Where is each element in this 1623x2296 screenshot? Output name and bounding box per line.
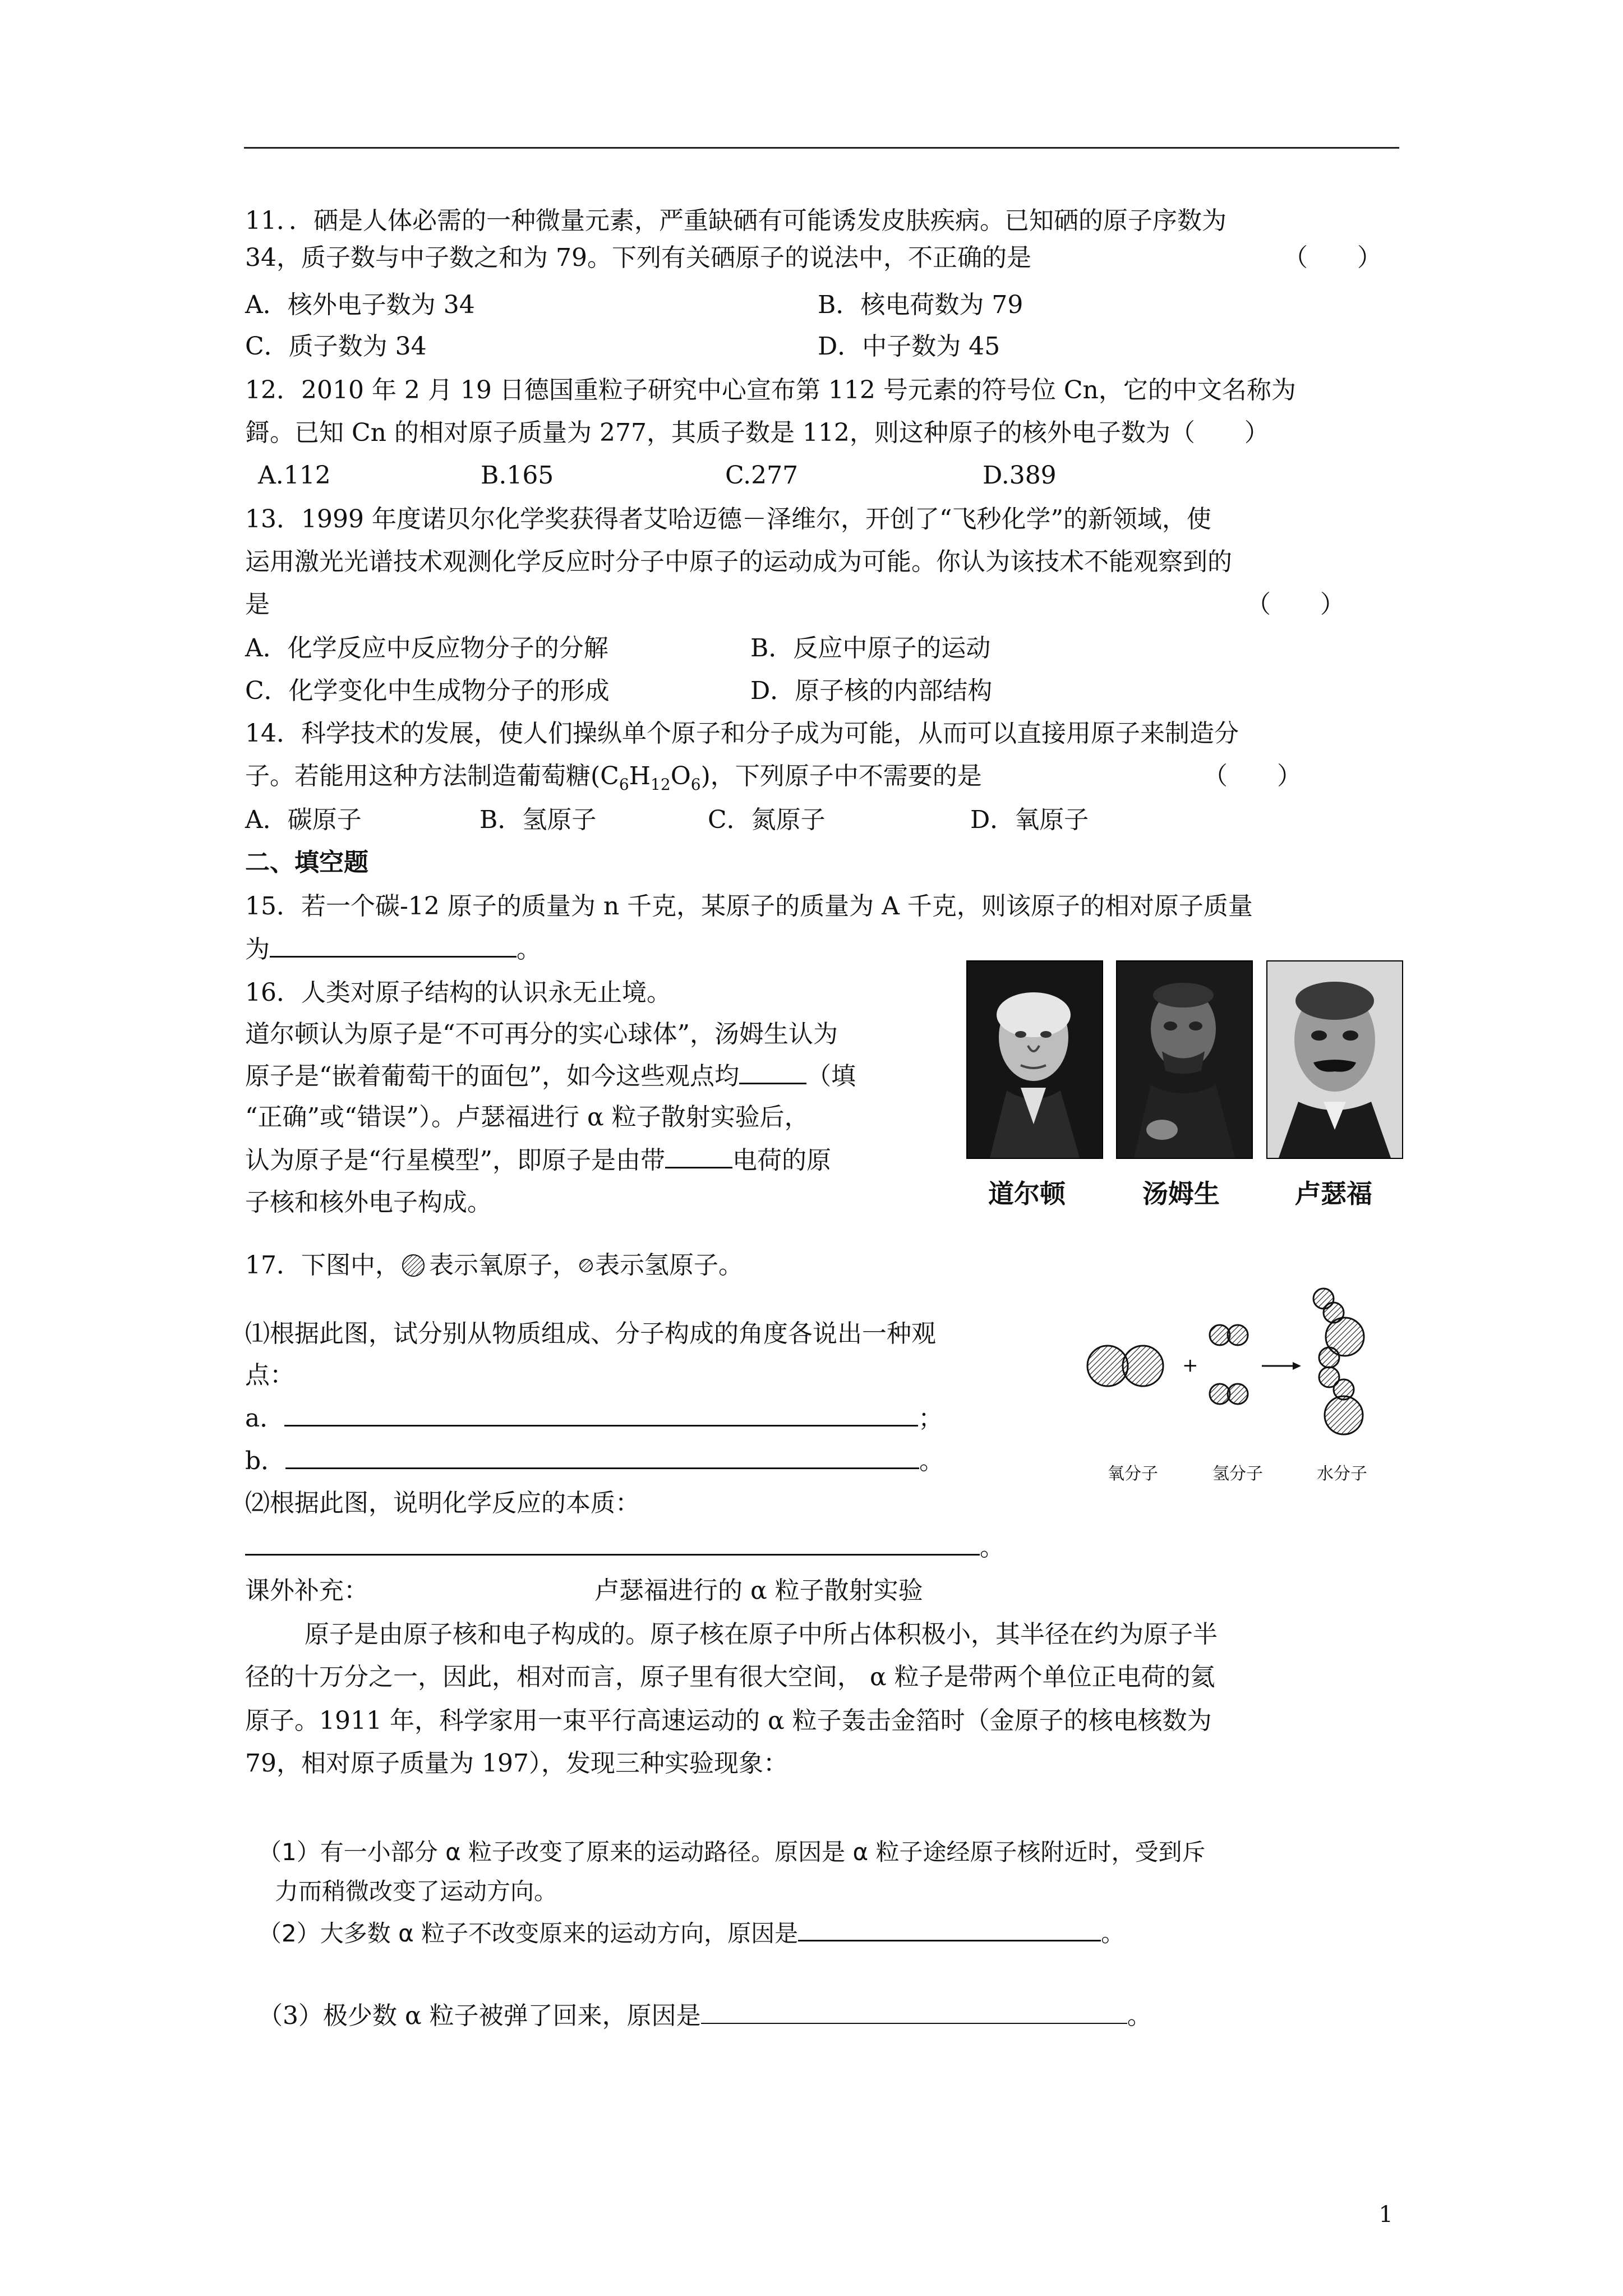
oxygen-molecule-icon	[1087, 1346, 1163, 1386]
q16-blank-charge[interactable]	[665, 1144, 732, 1168]
q11-option-d: D．中子数为 45	[818, 332, 1000, 361]
q14-paren: （ ）	[1203, 762, 1302, 790]
observation-2	[258, 1917, 1124, 1949]
section-heading: 二、填空题	[245, 848, 368, 877]
q16-line1: 16．人类对原子结构的认识永无止境。	[245, 978, 671, 1007]
q13-option-c: C．化学变化中生成物分子的形成	[245, 677, 610, 705]
portrait-dalton	[966, 960, 1103, 1159]
q15-line2	[245, 933, 541, 965]
q16-line5-pre: 认为原子是“行星模型”，即原子是由带	[245, 1146, 665, 1175]
q13-line2: 运用激光光谱技术观测化学反应时分子中原子的运动成为可能。你认为该技术不能观察到的	[245, 547, 1232, 576]
q17-b-end: 。	[919, 1447, 944, 1475]
q14-sub2: 12	[651, 775, 671, 794]
portrait-rutherford	[1266, 960, 1403, 1159]
q16-line5-post: 电荷的原	[732, 1146, 831, 1175]
q16-line6: 子核和核外电子构成。	[245, 1188, 492, 1217]
hydrogen-molecule-icon	[1210, 1325, 1248, 1345]
q16-line3	[245, 1060, 856, 1092]
portrait-thomson	[1116, 960, 1253, 1159]
q11-line2: 34，质子数与中子数之和为 79。下列有关硒原子的说法中，不正确的是	[245, 243, 1031, 272]
observation-1a: （1）有一小部分 α 粒子改变了原来的运动路径。原因是 α 粒子途经原子核附近时，受到斥	[258, 1838, 1206, 1866]
q12-option-b: B.165	[481, 461, 554, 490]
q13-option-a: A．化学反应中反应物分子的分解	[245, 634, 608, 662]
q17-a-label: a．	[245, 1404, 285, 1433]
q12-option-a: A.112	[258, 461, 331, 490]
q13-line1: 13．1999 年度诺贝尔化学奖获得者艾哈迈德－泽维尔，开创了“飞秒化学”的新领域，使	[245, 505, 1211, 533]
hydrogen-molecule-icon-2	[1210, 1384, 1248, 1404]
q14-option-b: B．氢原子	[479, 806, 597, 834]
q14-line1: 14．科学技术的发展，使人们操纵单个原子和分子成为可能，从而可以直接用原子来制造分	[245, 719, 1239, 748]
q11-line1: 11．．硒是人体必需的一种微量元素，严重缺硒有可能诱发皮肤疾病。已知硒的原子序数为	[245, 206, 1227, 235]
portrait-label-thomson: 汤姆生	[1142, 1179, 1220, 1209]
q16-line5	[245, 1144, 831, 1176]
water-molecule-icon	[1313, 1289, 1364, 1368]
reaction-diagram	[1077, 1287, 1391, 1439]
label-water-molecule: 水分子	[1317, 1464, 1367, 1484]
q16-line4: “正确”或“错误”）。卢瑟福进行 α 粒子散射实验后，	[245, 1103, 809, 1131]
oxygen-atom-legend-icon	[400, 1253, 429, 1278]
q11-paren: （ ）	[1283, 243, 1382, 272]
plus-sign: +	[1182, 1354, 1198, 1377]
q17-blank-essence[interactable]	[245, 1531, 980, 1556]
q17-line1	[245, 1250, 743, 1281]
extra-label: 课外补充：	[245, 1576, 368, 1605]
q17-line1-post: 表示氢原子。	[595, 1251, 743, 1280]
q14-line2-pre: 子。若能用这种方法制造葡萄糖(C	[245, 762, 619, 790]
extra-para1: 原子是由原子核和电子构成的。原子核在原子中所占体积极小，其半径在约为原子半	[305, 1620, 1218, 1649]
q13-option-b: B．反应中原子的运动	[750, 634, 991, 662]
q17-p2-answer	[245, 1531, 1004, 1563]
q15-line2-post: 。	[517, 935, 541, 964]
q15-answer-blank[interactable]	[270, 933, 517, 958]
q17-p2: ⑵根据此图，说明化学反应的本质：	[245, 1489, 640, 1517]
observation-1b: 力而稍微改变了运动方向。	[275, 1878, 558, 1905]
q15-line1: 15．若一个碳-12 原子的质量为 n 千克，某原子的质量为 A 千克，则该原子的相对原子质量	[245, 892, 1253, 921]
q15-line2-pre: 为	[245, 935, 270, 964]
q17-line1-mid: 表示氧原子，	[429, 1251, 577, 1280]
q17-p1-line1: ⑴根据此图，试分别从物质组成、分子构成的角度各说出一种观	[245, 1319, 936, 1348]
q14-line2	[245, 761, 982, 800]
q17-p1-line2: 点：	[245, 1361, 294, 1389]
hydrogen-atom-legend-icon	[577, 1253, 595, 1278]
q17-line1-pre: 17．下图中，	[245, 1251, 400, 1280]
q12-option-c: C.277	[725, 461, 799, 490]
q17-b-label: b．	[245, 1447, 286, 1475]
q11-option-b: B．核电荷数为 79	[818, 291, 1023, 319]
portrait-label-rutherford: 卢瑟福	[1295, 1179, 1372, 1209]
water-molecule-icon-2	[1319, 1367, 1363, 1434]
q17-line-a	[245, 1402, 943, 1434]
observation-3-end: 。	[1127, 2001, 1152, 2030]
q16-line3-pre: 原子是“嵌着葡萄干的面包”，如今这些观点均	[245, 1062, 739, 1091]
q17-line-b	[245, 1445, 944, 1477]
q17-blank-a[interactable]	[284, 1402, 918, 1427]
q14-option-c: C．氮原子	[708, 806, 826, 834]
label-oxygen-molecule: 氧分子	[1108, 1464, 1158, 1484]
portrait-label-dalton: 道尔顿	[988, 1179, 1066, 1209]
q17-a-end: ；	[918, 1404, 943, 1433]
q11-option-a: A．核外电子数为 34	[245, 291, 475, 319]
extra-title: 卢瑟福进行的 α 粒子散射实验	[594, 1576, 923, 1605]
q12-line2: 鎶。已知 Cn 的相对原子质量为 277，其质子数是 112，则这种原子的核外电子数为（ ）	[245, 418, 1269, 447]
header-rule	[244, 147, 1399, 149]
observation-3	[258, 2000, 1152, 2032]
q13-line3: 是	[245, 590, 270, 619]
q17-p2-end: 。	[980, 1533, 1004, 1562]
q14-o: O	[670, 762, 691, 790]
q17-blank-b[interactable]	[285, 1445, 919, 1469]
q11-option-c: C．质子数为 34	[245, 332, 427, 361]
q14-line2-post: )，下列原子中不需要的是	[700, 762, 982, 790]
observation-2-end: 。	[1101, 1920, 1125, 1947]
q12-option-d: D.389	[983, 461, 1057, 490]
q14-option-a: A．碳原子	[245, 806, 362, 834]
label-hydrogen-molecule: 氢分子	[1212, 1464, 1263, 1484]
q13-option-d: D．原子核的内部结构	[750, 677, 993, 705]
q14-h: H	[629, 762, 651, 790]
q16-line2: 道尔顿认为原子是“不可再分的实心球体”，汤姆生认为	[245, 1020, 838, 1048]
q13-paren: （ ）	[1246, 590, 1345, 619]
observation-2-blank[interactable]	[798, 1917, 1101, 1941]
q16-line3-post: （填	[806, 1062, 856, 1091]
reaction-arrow-icon	[1262, 1362, 1301, 1370]
observation-2-text: （2）大多数 α 粒子不改变原来的运动方向，原因是	[258, 1920, 799, 1947]
q12-line1: 12．2010 年 2 月 19 日德国重粒子研究中心宣布第 112 号元素的符号位 Cn，它的中文名称为	[245, 376, 1296, 404]
observation-3-blank[interactable]	[701, 2000, 1127, 2024]
q16-blank-correctness[interactable]	[739, 1060, 806, 1084]
extra-para3: 原子。1911 年，科学家用一束平行高速运动的 α 粒子轰击金箔时（金原子的核电核数为	[245, 1706, 1212, 1735]
page-number: 1	[1378, 2202, 1393, 2228]
q14-option-d: D．氧原子	[970, 806, 1089, 834]
extra-para4: 79，相对原子质量为 197），发现三种实验现象：	[245, 1749, 788, 1778]
observation-3-text: （3）极少数 α 粒子被弹了回来，原因是	[258, 2001, 701, 2030]
q14-sub3: 6	[690, 775, 701, 794]
q14-sub1: 6	[619, 775, 629, 794]
extra-para2: 径的十万分之一，因此，相对而言，原子里有很大空间， α 粒子是带两个单位正电荷的氦	[245, 1663, 1215, 1691]
